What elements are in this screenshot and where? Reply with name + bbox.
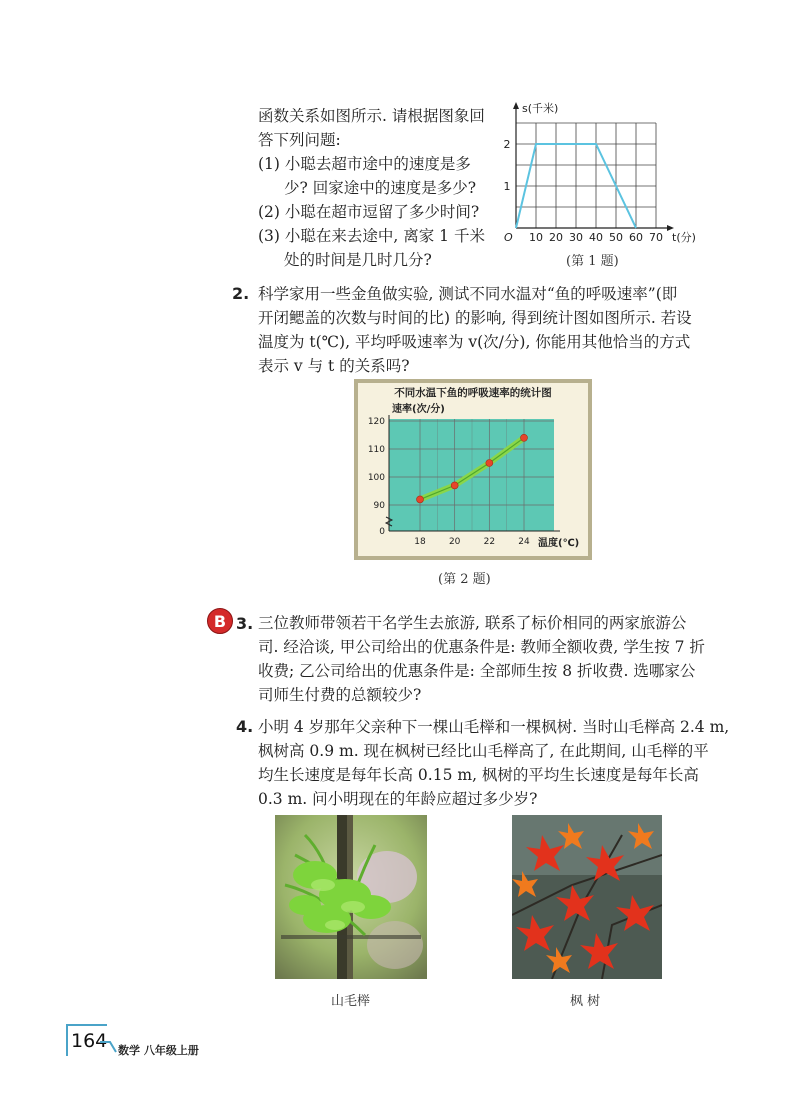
x-tick-label: 10 — [529, 231, 543, 244]
y-tick-label: 2 — [503, 138, 511, 151]
q1-line-1: 函数关系如图所示. 请根据图象回 — [258, 107, 485, 125]
q4-line-1: 小明 4 岁那年父亲种下一棵山毛榉和一棵枫树. 当时山毛榉高 2.4 m, — [258, 718, 730, 736]
y-tick-label: 90 — [373, 501, 385, 511]
level-b-badge-text: B — [213, 612, 227, 631]
distance-time-chart — [495, 98, 715, 258]
q4-number: 4. — [236, 717, 254, 736]
footer-tab-icon — [100, 1040, 118, 1054]
q3-line-1: 三位教师带领若干名学生去旅游, 联系了标价相同的两家旅游公 — [258, 614, 687, 632]
y-tick-label: 120 — [367, 417, 385, 427]
y-tick-label: 1 — [503, 180, 511, 193]
page-number: 164 — [66, 1024, 107, 1056]
q1-line-7: 处的时间是几时几分? — [284, 251, 432, 269]
x-axis-label: t(分) — [672, 231, 696, 244]
data-point — [417, 496, 424, 503]
chart1-caption: (第 1 题) — [566, 254, 619, 269]
book-title: 数学 八年级上册 — [118, 1044, 199, 1057]
x-tick-label: 50 — [609, 231, 623, 244]
x-tick-label: 22 — [483, 537, 496, 547]
maple-tree-photo — [512, 815, 662, 979]
x-tick-label: 70 — [649, 231, 663, 244]
chart-title: 不同水温下鱼的呼吸速率的统计图 — [394, 387, 552, 399]
q3-number: 3. — [236, 614, 254, 633]
q3-line-3: 收费; 乙公司给出的优惠条件是: 全部师生按 8 折收费. 选哪家公 — [258, 662, 696, 680]
data-point — [486, 460, 493, 467]
q1-line-2: 答下列问题: — [258, 131, 341, 149]
maple-tree-caption: 枫 树 — [570, 994, 601, 1009]
chart2-caption: (第 2 题) — [438, 572, 491, 587]
q2-number: 2. — [232, 284, 250, 303]
y-tick-label: 100 — [367, 473, 385, 483]
q2-line-4: 表示 v 与 t 的关系吗? — [258, 357, 410, 375]
q1-line-6: (3) 小聪在来去途中, 离家 1 千米 — [258, 227, 485, 245]
y-axis-arrow-icon — [513, 102, 519, 109]
q4-line-3: 均生长速度是每年长高 0.15 m, 枫树的平均生长速度是每年长高 — [258, 766, 699, 784]
x-tick-label: 60 — [629, 231, 643, 244]
y-tick-label: 110 — [367, 445, 385, 455]
x-axis-label: 温度(℃) — [538, 538, 580, 549]
q1-line-3: (1) 小聪去超市途中的速度是多 — [258, 155, 471, 173]
origin-label: O — [504, 231, 513, 244]
q2-line-2: 开闭鳃盖的次数与时间的比) 的影响, 得到统计图如图所示. 若设 — [258, 309, 692, 327]
x-tick-label: 40 — [589, 231, 603, 244]
origin-label: 0 — [379, 527, 385, 537]
x-tick-label: 24 — [518, 537, 530, 547]
data-point — [451, 482, 458, 489]
fish-respiration-chart — [354, 379, 592, 560]
y-axis-label: s(千米) — [522, 102, 559, 115]
x-tick-label: 30 — [569, 231, 583, 244]
q2-line-3: 温度为 t(℃), 平均呼吸速率为 v(次/分), 你能用其他恰当的方式 — [258, 333, 691, 351]
q3-line-2: 司. 经洽谈, 甲公司给出的优惠条件是: 教师全额收费, 学生按 7 折 — [258, 638, 705, 656]
x-tick-label: 18 — [414, 537, 426, 547]
data-point — [521, 434, 528, 441]
q1-line-4: 少? 回家途中的速度是多少? — [284, 179, 477, 197]
beech-tree-photo — [275, 815, 427, 979]
q3-line-4: 司师生付费的总额较少? — [258, 686, 422, 704]
x-tick-label: 20 — [549, 231, 563, 244]
x-tick-label: 20 — [448, 537, 461, 547]
y-axis-label: 速率(次/分) — [392, 404, 445, 415]
level-b-badge-icon — [206, 607, 234, 635]
q2-line-1: 科学家用一些金鱼做实验, 测试不同水温对“鱼的呼吸速率”(即 — [258, 285, 678, 303]
q4-line-4: 0.3 m. 问小明现在的年龄应超过多少岁? — [258, 790, 538, 808]
beech-tree-caption: 山毛榉 — [331, 994, 371, 1009]
q4-line-2: 枫树高 0.9 m. 现在枫树已经比山毛榉高了, 在此期间, 山毛榉的平 — [258, 742, 709, 760]
q1-line-5: (2) 小聪在超市逗留了多少时间? — [258, 203, 480, 221]
